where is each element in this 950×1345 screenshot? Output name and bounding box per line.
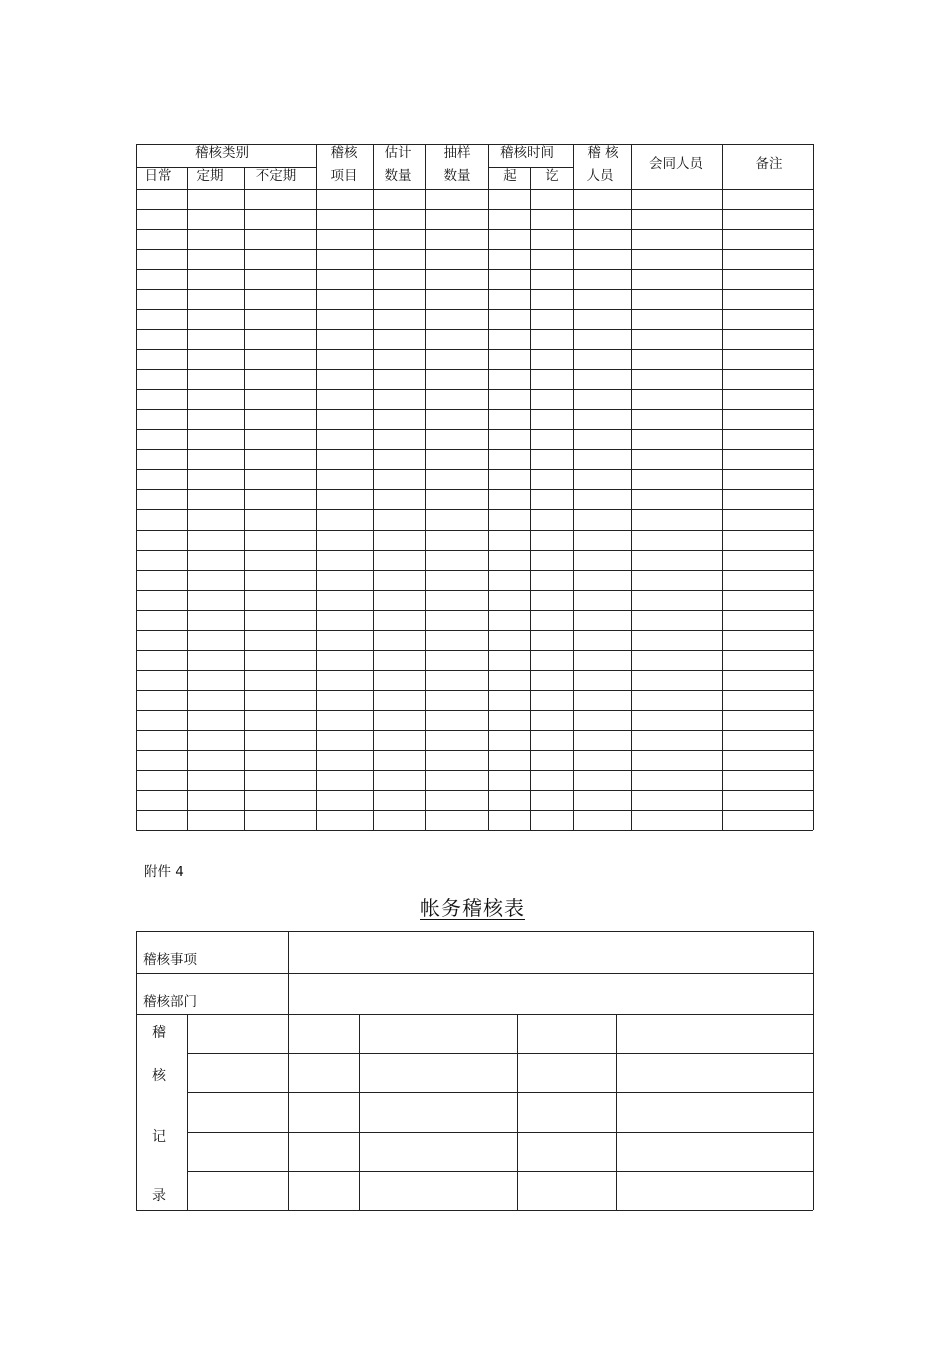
table-row xyxy=(136,750,813,770)
table-row xyxy=(136,690,813,710)
header-time-end: 讫 xyxy=(545,168,559,184)
audit-record-char-4: 录 xyxy=(152,1188,166,1204)
table-row-line xyxy=(136,973,813,974)
audit-department-label: 稽核部门 xyxy=(143,994,197,1010)
header-audit-category: 稽核类别 xyxy=(195,145,249,161)
table-row xyxy=(136,229,813,249)
table-row xyxy=(136,189,813,209)
table-row xyxy=(136,369,813,389)
table-border xyxy=(136,931,813,932)
attachment-label: 附件 4 xyxy=(144,864,184,880)
header-staff-bottom: 人员 xyxy=(586,168,614,184)
header-daily: 日常 xyxy=(144,168,172,184)
table-row xyxy=(136,289,813,309)
table-row-line xyxy=(136,830,813,831)
table-row xyxy=(136,329,813,349)
table-row xyxy=(136,509,813,529)
table-row xyxy=(136,570,813,590)
table-row xyxy=(136,309,813,329)
header-accompany: 会同人员 xyxy=(649,156,703,172)
table-row xyxy=(136,630,813,650)
header-sample-top: 抽样 xyxy=(443,145,471,161)
header-regular: 定期 xyxy=(196,168,224,184)
table-row xyxy=(136,449,813,469)
header-sample-bottom: 数量 xyxy=(443,168,471,184)
audit-record-row xyxy=(187,1014,813,1053)
table-row xyxy=(136,489,813,509)
table-border xyxy=(136,931,137,1210)
ledger-audit-title: 帐务稽核表 xyxy=(420,896,525,920)
audit-matter-label: 稽核事项 xyxy=(143,952,197,968)
header-estimate-top: 估计 xyxy=(384,145,412,161)
table-row xyxy=(136,610,813,630)
header-remark: 备注 xyxy=(755,156,783,172)
audit-record-char-1: 稽 xyxy=(152,1025,166,1041)
table-row xyxy=(136,209,813,229)
table-row xyxy=(136,670,813,690)
header-item-top: 稽核 xyxy=(330,145,358,161)
table-row xyxy=(136,650,813,670)
table-row xyxy=(136,770,813,790)
audit-record-char-3: 记 xyxy=(152,1129,166,1145)
table-row xyxy=(136,469,813,489)
table-row xyxy=(136,710,813,730)
table-row xyxy=(136,429,813,449)
table-row xyxy=(136,590,813,610)
table-row xyxy=(136,730,813,750)
header-irregular: 不定期 xyxy=(255,168,297,184)
table-border xyxy=(813,931,814,1210)
audit-record-row xyxy=(187,1092,813,1131)
table-row xyxy=(136,550,813,570)
table-border xyxy=(136,1210,813,1211)
table-column-line xyxy=(813,144,814,830)
header-staff-top: 稽 核 xyxy=(587,145,619,161)
header-estimate-bottom: 数量 xyxy=(384,168,412,184)
audit-record-row xyxy=(187,1132,813,1171)
header-audit-time: 稽核时间 xyxy=(500,145,554,161)
table-row xyxy=(136,349,813,369)
audit-record-char-2: 核 xyxy=(152,1068,166,1084)
header-time-start: 起 xyxy=(503,168,517,184)
audit-record-row xyxy=(187,1171,813,1210)
audit-record-row xyxy=(187,1053,813,1092)
table-row xyxy=(136,269,813,289)
table-row xyxy=(136,530,813,550)
table-row xyxy=(136,249,813,269)
table-row xyxy=(136,810,813,830)
table-row xyxy=(136,389,813,409)
header-item-bottom: 项目 xyxy=(330,168,358,184)
table-row xyxy=(136,790,813,810)
table-row xyxy=(136,409,813,429)
